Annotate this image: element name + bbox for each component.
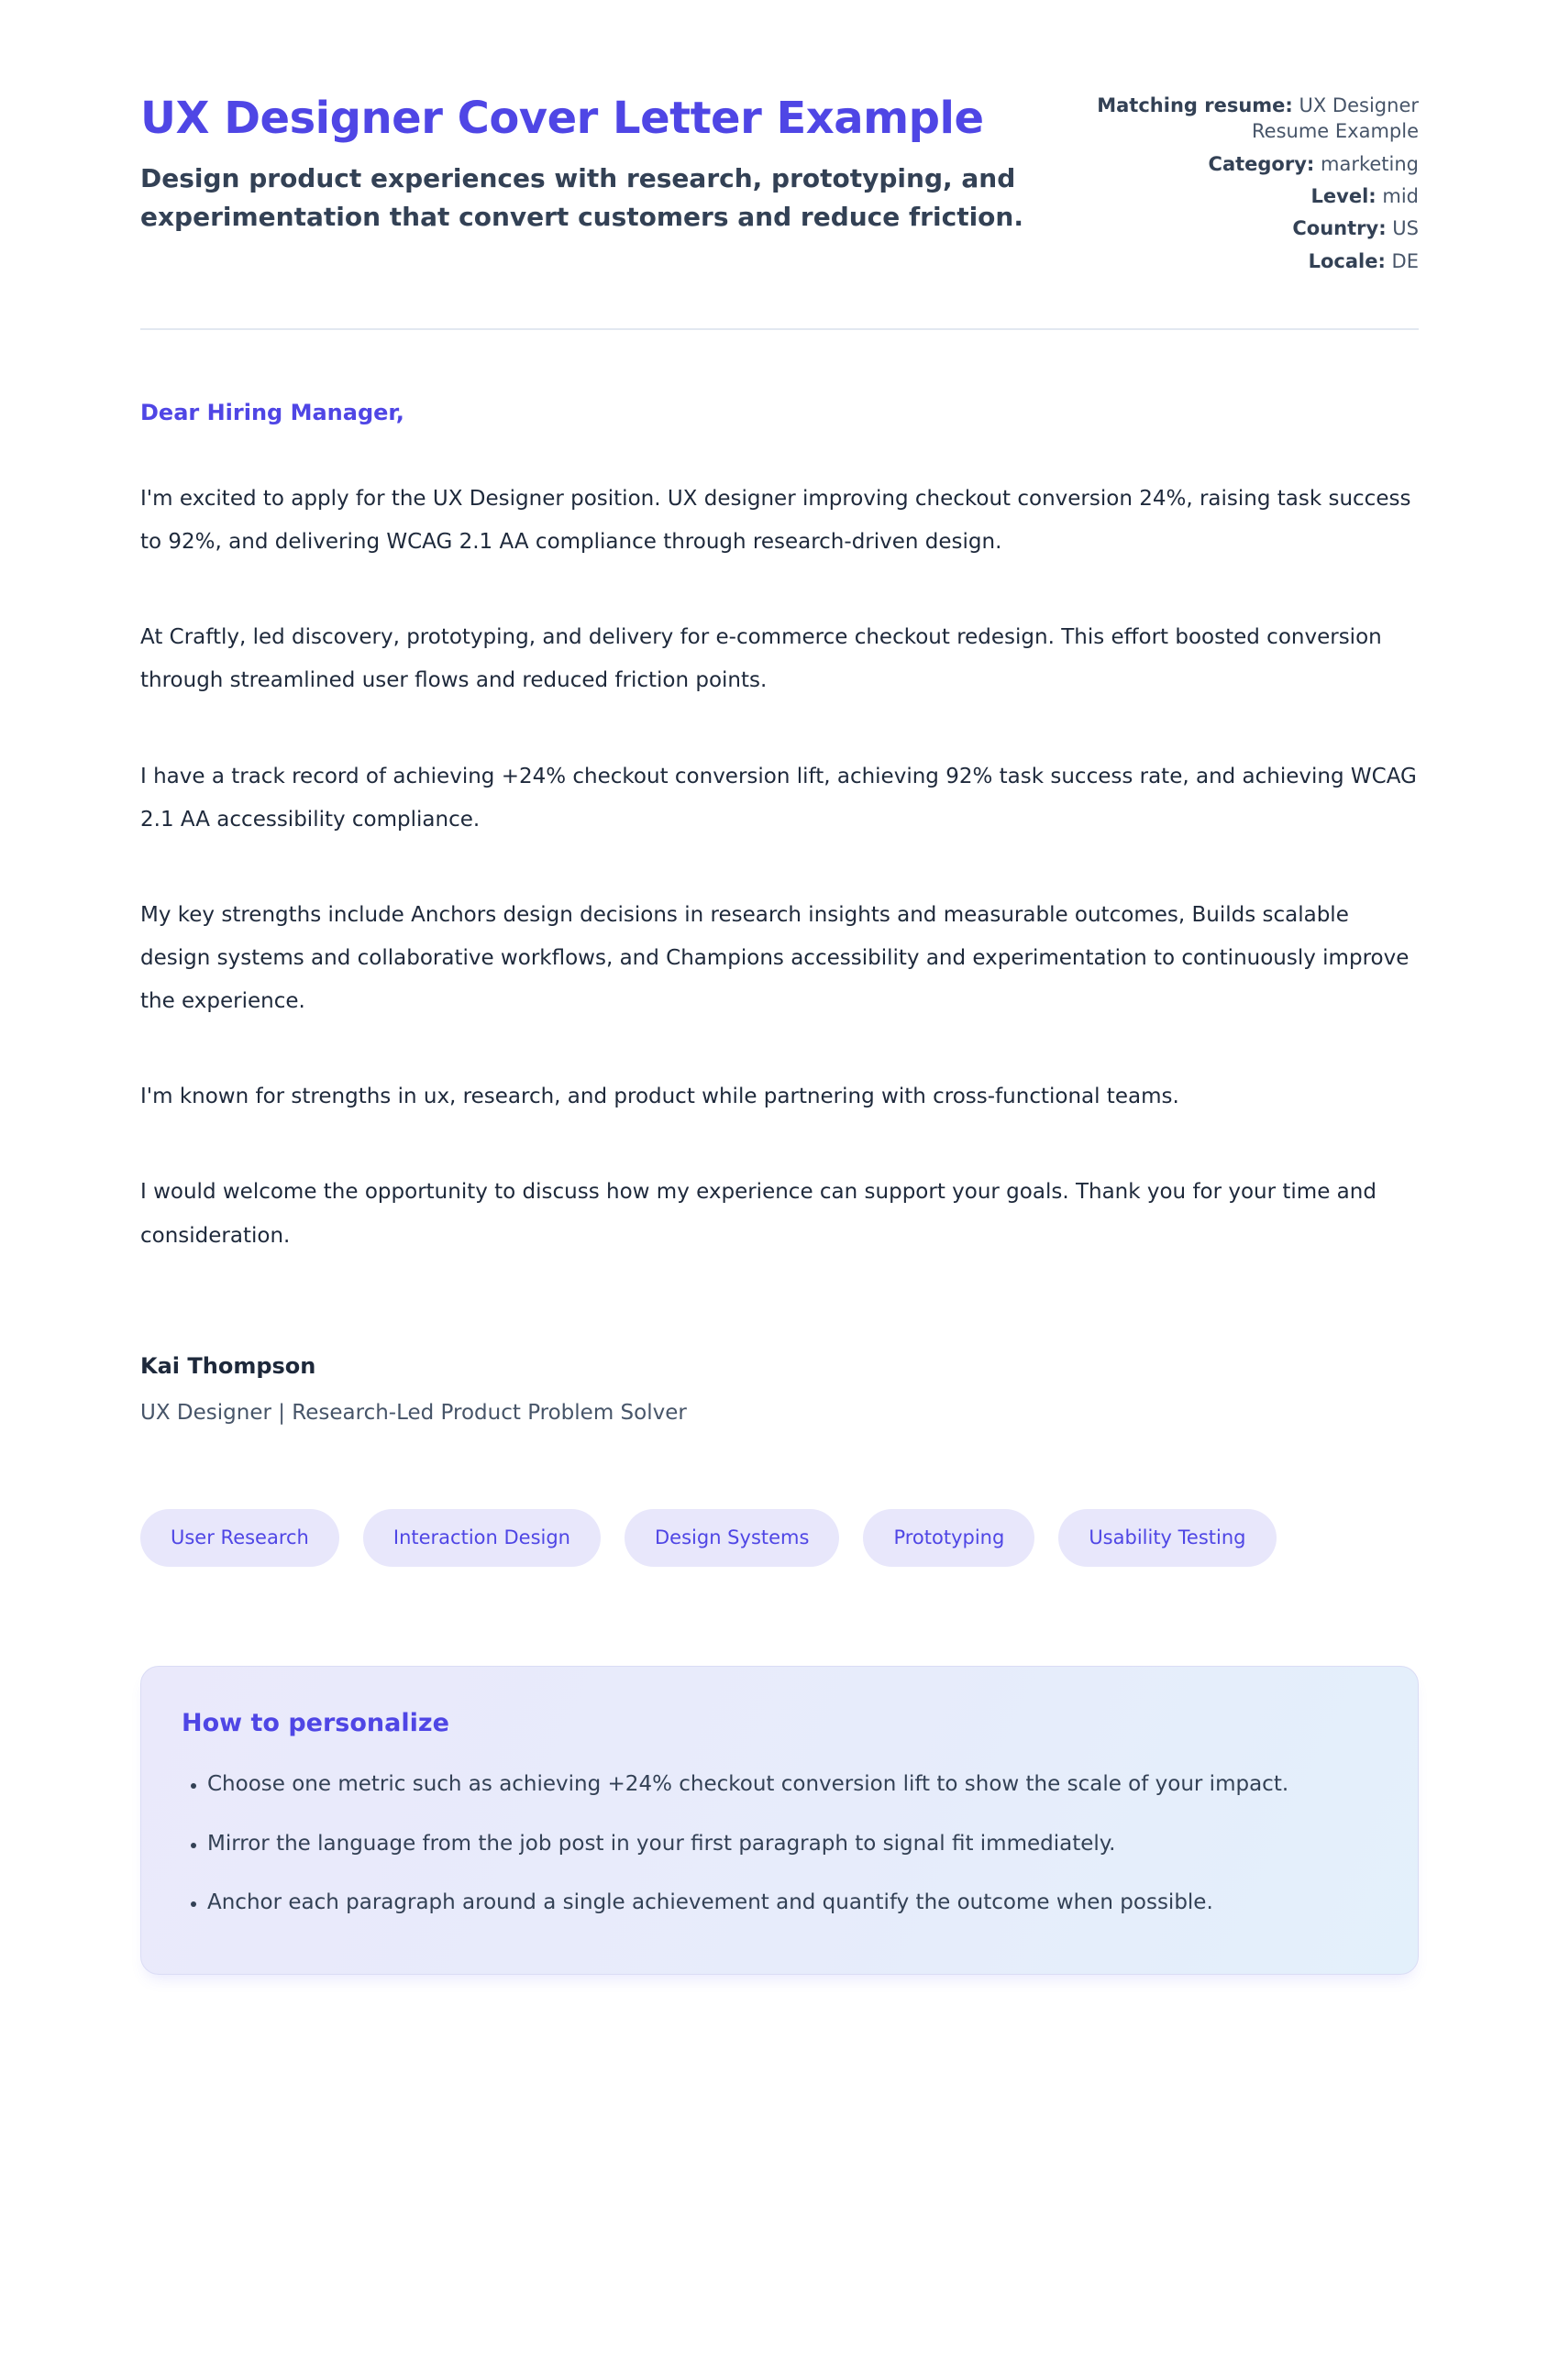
- meta-level: [1087, 183, 1419, 209]
- letter-paragraph-3: I have a track record of achieving +24% checkout conversion lift, achieving 92% task success rate, and achieving WCAG 2.1 AA accessibility compliance.: [140, 764, 1417, 832]
- letter-body: [140, 400, 1419, 1425]
- meta-country: [1087, 215, 1419, 241]
- signature-title: UX Designer | Research-Led Product Problem Solver: [140, 1400, 687, 1425]
- personalize-tip-2: • Mirror the language from the job post in your first paragraph to signal fit immediately.: [207, 1821, 1372, 1868]
- meta-value: mid: [1382, 185, 1419, 208]
- personalize-tip-1: • Choose one metric such as achieving +24% checkout conversion lift to show the scale of your impact.: [207, 1761, 1372, 1808]
- tag-design-systems[interactable]: Design Systems: [625, 1509, 839, 1567]
- letter-greeting: Dear Hiring Manager,: [140, 400, 404, 426]
- meta-label: Locale:: [1308, 249, 1386, 272]
- letter-paragraph-2: At Craftly, led discovery, prototyping, and delivery for e-commerce checkout redesign. This effort boosted conversion through streamlined user flows and reduced friction points.: [140, 625, 1382, 693]
- letter-paragraph-4: My key strengths include Anchors design decisions in research insights and measurable outcomes, Builds scalable design systems and collaborative workflows, and Champions accessibility and experimentation to continuously improve the experience.: [140, 902, 1410, 1014]
- letter-paragraph-6: I would welcome the opportunity to discuss how my experience can support your goals. Thank you for your time and consideration.: [140, 1180, 1377, 1248]
- meta-value: UX Designer Resume Example: [1252, 94, 1419, 143]
- letter-paragraph-1: I'm excited to apply for the UX Designer position. UX designer improving checkout conversion 24%, raising task success to 92%, and delivering WCAG 2.1 AA compliance through research-driven design.: [140, 487, 1411, 555]
- personalize-title: How to personalize: [182, 1708, 449, 1737]
- meta-label: Level:: [1310, 185, 1377, 208]
- tag-usability-testing[interactable]: Usability Testing: [1058, 1509, 1276, 1567]
- meta-category: [1087, 151, 1419, 177]
- personalize-card: [140, 1666, 1419, 1975]
- personalize-tip-list: [182, 1761, 1372, 1926]
- tag-user-research[interactable]: User Research: [140, 1509, 339, 1567]
- title-block: [140, 90, 1057, 237]
- meta-locale: [1087, 248, 1419, 274]
- tag-prototyping[interactable]: Prototyping: [863, 1509, 1034, 1567]
- tag-interaction-design[interactable]: Interaction Design: [363, 1509, 601, 1567]
- meta-value: US: [1392, 217, 1419, 240]
- meta-value: marketing: [1321, 152, 1419, 175]
- personalize-tip-3: • Anchor each paragraph around a single achievement and quantify the outcome when possible.: [207, 1879, 1372, 1926]
- signature-name: Kai Thompson: [140, 1352, 316, 1379]
- skill-tag-list: [140, 1509, 1419, 1567]
- meta-label: Category:: [1208, 152, 1315, 175]
- resume-meta-panel: [1087, 90, 1419, 281]
- page-subtitle: Design product experiences with research, prototyping, and experimentation that convert customers and reduce friction.: [140, 163, 1023, 233]
- header-divider: [140, 328, 1419, 330]
- letter-paragraph-5: I'm known for strengths in ux, research, and product while partnering with cross-functional teams.: [140, 1085, 1179, 1109]
- meta-label: Matching resume:: [1097, 94, 1293, 116]
- meta-value: DE: [1391, 249, 1419, 272]
- meta-label: Country:: [1292, 217, 1387, 240]
- page-header: [140, 90, 1419, 281]
- page-title: UX Designer Cover Letter Example: [140, 93, 984, 144]
- meta-matching-resume: [1087, 93, 1419, 145]
